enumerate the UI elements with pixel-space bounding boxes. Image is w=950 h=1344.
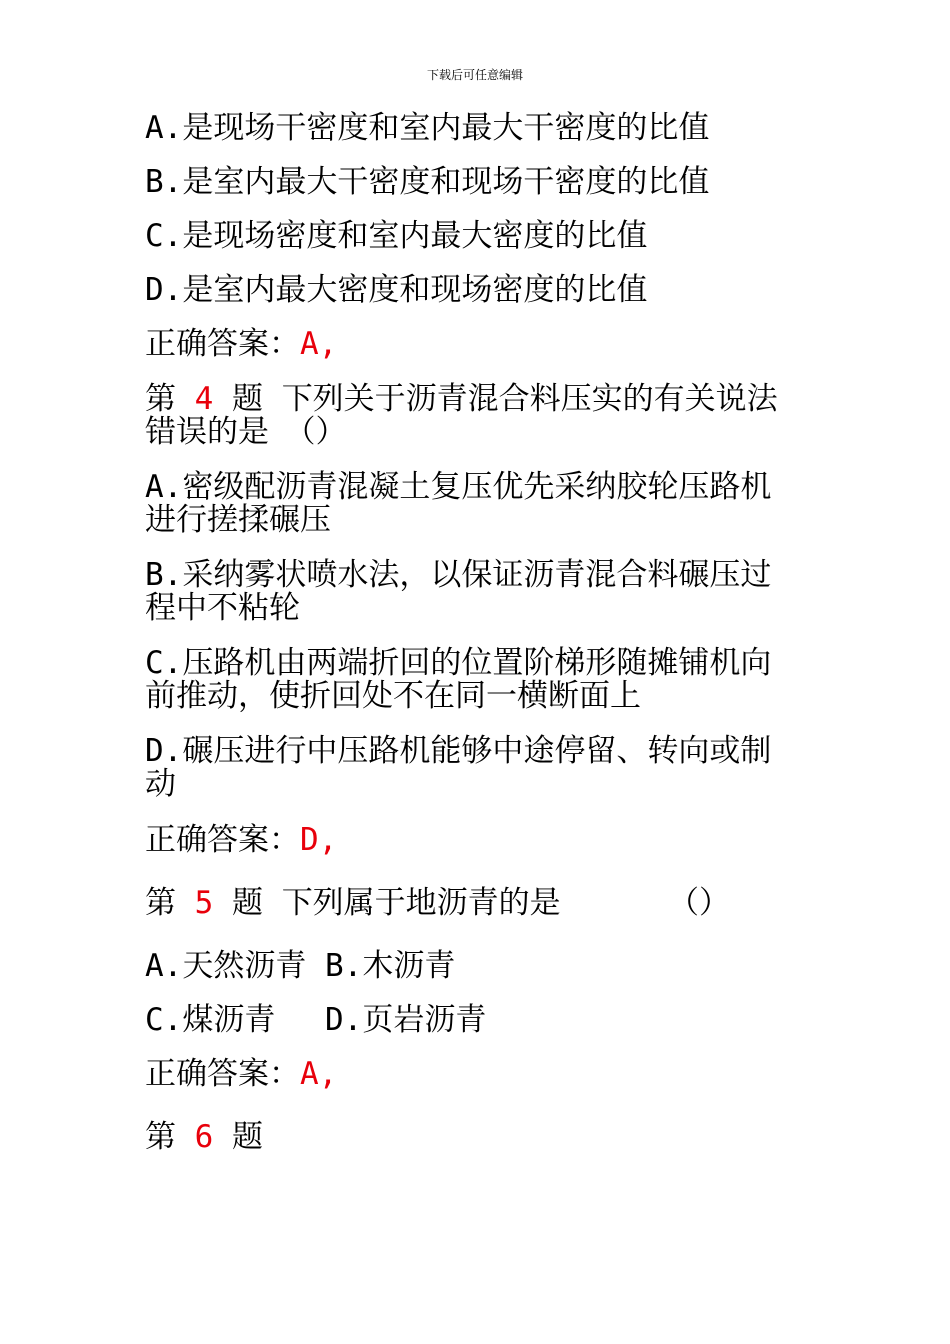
question-suffix: 题 bbox=[232, 1119, 264, 1155]
question-prefix: 第 bbox=[145, 381, 176, 417]
answer-label: 正确答案： bbox=[145, 1056, 300, 1092]
document-body bbox=[145, 112, 795, 1154]
q4-text: 下列关于沥青混合料压实的有关说法错误的是 （） bbox=[145, 381, 778, 450]
q4-answer-line bbox=[145, 824, 795, 857]
q6-question bbox=[145, 1121, 795, 1154]
answer-label: 正确答案： bbox=[145, 822, 300, 858]
q5-question bbox=[145, 887, 795, 920]
q4-option-b: B.采纳雾状喷水法，以保证沥青混合料碾压过程中不粘轮 bbox=[145, 557, 772, 626]
q3-option-d: D.是室内最大密度和现场密度的比值 bbox=[145, 272, 648, 308]
q5-number: 5 bbox=[194, 885, 214, 921]
q5-options-line-2: C.煤沥青 D.页岩沥青 bbox=[145, 1002, 487, 1038]
q3-option-b: B.是室内最大干密度和现场干密度的比值 bbox=[145, 164, 710, 200]
page-header: 下载后可任意编辑 bbox=[426, 68, 523, 82]
q5-paren: （） bbox=[668, 885, 731, 921]
q4-option-c: C.压路机由两端折回的位置阶梯形随摊铺机向前推动，使折回处不在同一横断面上 bbox=[145, 645, 772, 714]
question-prefix: 第 bbox=[145, 885, 176, 921]
q3-option-c: C.是现场密度和室内最大密度的比值 bbox=[145, 218, 648, 254]
q3-option-a: A.是现场干密度和室内最大干密度的比值 bbox=[145, 110, 710, 146]
q5-answer-line bbox=[145, 1058, 795, 1091]
question-prefix: 第 bbox=[145, 1119, 176, 1155]
q6-number: 6 bbox=[194, 1119, 214, 1155]
question-suffix: 题 bbox=[232, 885, 264, 921]
q5-options-line-1: A.天然沥青 B.木沥青 bbox=[145, 948, 456, 984]
q4-answer-value: D, bbox=[300, 822, 338, 858]
q4-option-d: D.碾压进行中压路机能够中途停留、转向或制动 bbox=[145, 733, 772, 802]
q4-question bbox=[145, 383, 795, 449]
q3-answer-line bbox=[145, 328, 795, 361]
q5-answer-value: A, bbox=[300, 1056, 338, 1092]
q4-number: 4 bbox=[194, 381, 214, 417]
q5-text: 下列属于地沥青的是 bbox=[281, 885, 561, 921]
q4-option-a: A.密级配沥青混凝土复压优先采纳胶轮压路机进行搓揉碾压 bbox=[145, 469, 772, 538]
question-suffix: 题 bbox=[232, 381, 264, 417]
q3-answer-value: A, bbox=[300, 326, 338, 362]
answer-label: 正确答案： bbox=[145, 326, 300, 362]
